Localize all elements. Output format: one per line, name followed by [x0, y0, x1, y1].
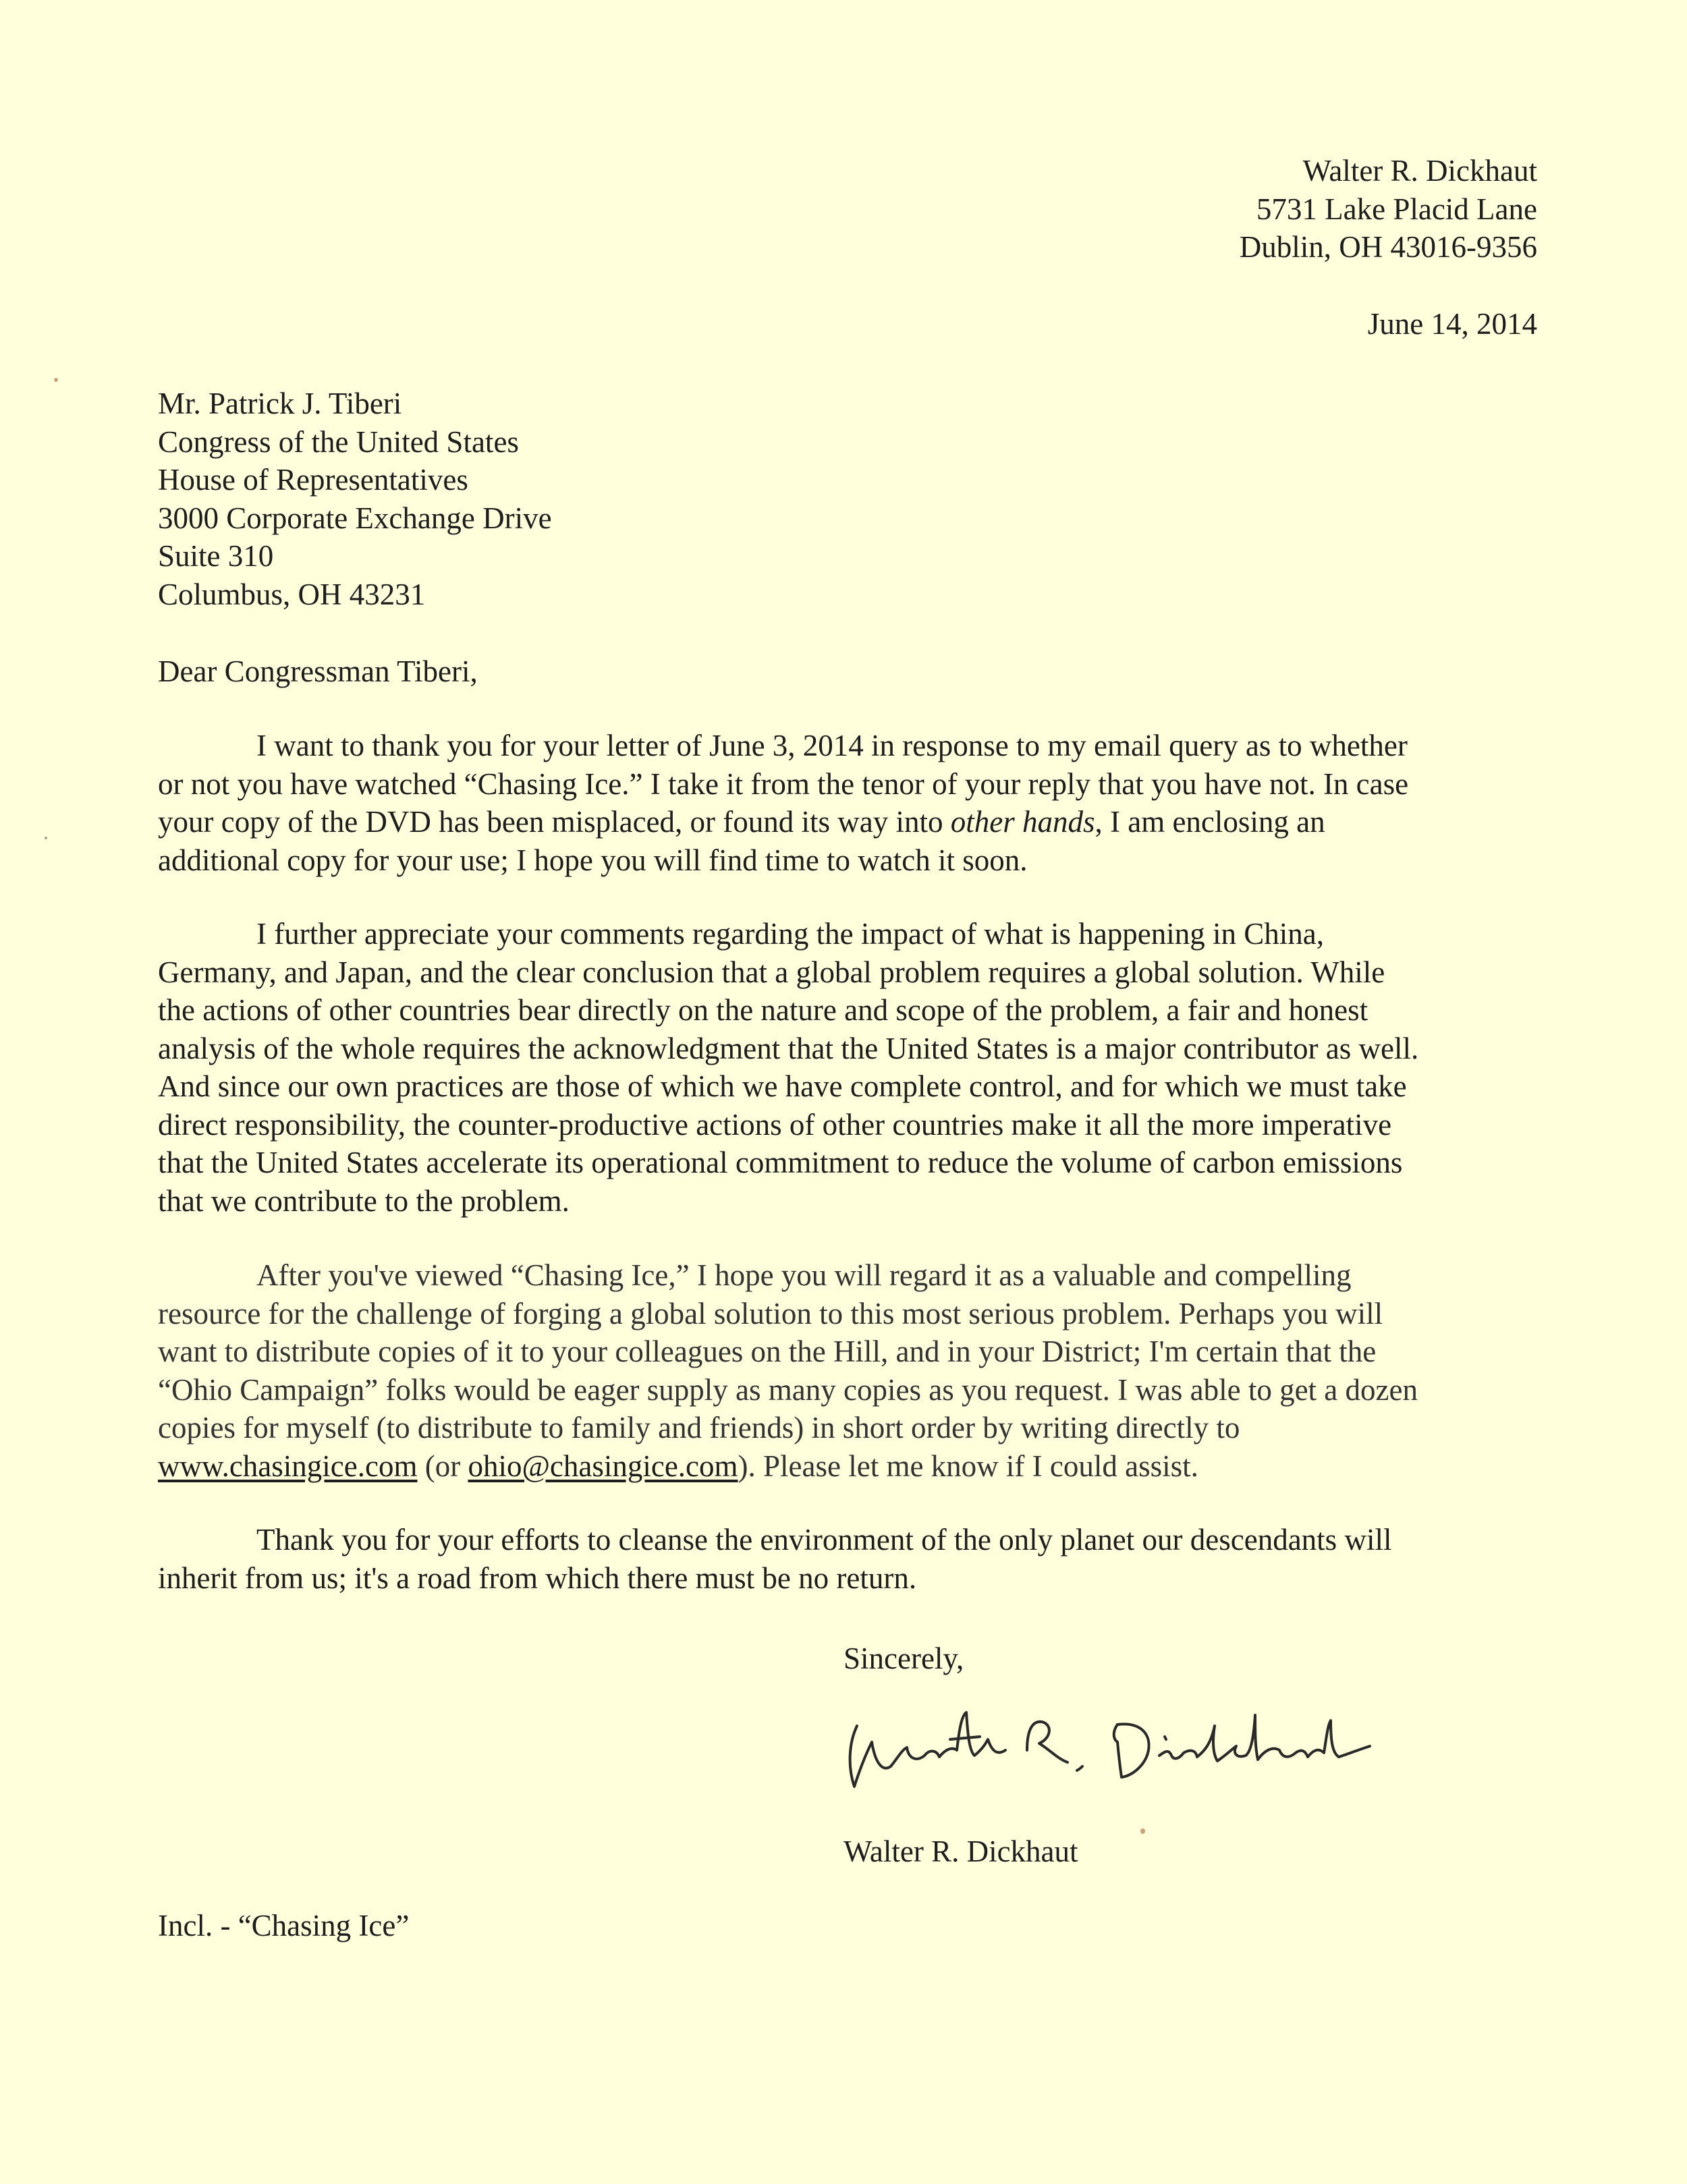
body-paragraph-4	[158, 1521, 1548, 1597]
paragraph-line: Germany, and Japan, and the clear conclusion that a global problem requires a global solution. While	[158, 955, 1385, 989]
handwritten-signature	[837, 1685, 1404, 1800]
typed-name	[844, 1832, 1078, 1871]
paragraph-line: And since our own practices are those of which we have complete control, and for which we must take	[158, 1069, 1407, 1103]
paragraph-line: additional copy for your use; I hope you will find time to watch it soon.	[158, 843, 1028, 877]
body-paragraph-3	[158, 1256, 1548, 1485]
paragraph-line: After you've viewed “Chasing Ice,” I hope you will regard it as a valuable and compelling	[256, 1258, 1352, 1292]
letter-date	[1368, 305, 1537, 343]
paragraph-line: that the United States accelerate its operational commitment to reduce the volume of carbon emissions	[158, 1146, 1403, 1179]
email-link[interactable]: ohio@chasingice.com	[468, 1449, 738, 1483]
emphasis-text: other hands	[950, 805, 1095, 839]
recipient-line-4: Suite 310	[158, 539, 274, 573]
paragraph-line: that we contribute to the problem.	[158, 1183, 570, 1218]
sender-address	[1240, 152, 1537, 267]
salutation	[158, 652, 478, 691]
recipient-line-2: House of Representatives	[158, 463, 468, 497]
closing-text: Sincerely,	[844, 1642, 964, 1675]
recipient-name: Mr. Patrick J. Tiberi	[158, 387, 402, 420]
body-paragraph-2	[158, 915, 1548, 1220]
paragraph-text: (or	[417, 1449, 468, 1483]
paragraph-line: resource for the challenge of forging a global solution to this most serious problem. Perhaps you will	[158, 1296, 1383, 1331]
closing	[844, 1640, 964, 1678]
paper-speck	[45, 837, 47, 839]
paragraph-line: inherit from us; it's a road from which there must be no return.	[158, 1561, 917, 1595]
date-text: June 14, 2014	[1367, 307, 1537, 341]
paragraph-line: analysis of the whole requires the acknowledgment that the United States is a major contributor as well.	[158, 1031, 1419, 1065]
recipient-line-3: 3000 Corporate Exchange Drive	[158, 501, 552, 535]
typed-name-text: Walter R. Dickhaut	[844, 1835, 1078, 1868]
paragraph-line	[158, 803, 1548, 841]
body-paragraph-1	[158, 727, 1548, 879]
website-link[interactable]: www.chasingice.com	[158, 1449, 418, 1483]
sender-name: Walter R. Dickhaut	[1302, 154, 1537, 188]
sender-street: 5731 Lake Placid Lane	[1256, 192, 1537, 226]
enclosure-text: Incl. - “Chasing Ice”	[158, 1909, 410, 1942]
paragraph-line: I further appreciate your comments regarding the impact of what is happening in China,	[256, 917, 1324, 951]
paragraph-line: direct responsibility, the counter-productive actions of other countries make it all the more imperative	[158, 1107, 1392, 1142]
sender-city-state-zip: Dublin, OH 43016-9356	[1239, 230, 1537, 264]
paragraph-text: your copy of the DVD has been misplaced, or found its way into	[158, 805, 951, 839]
recipient-line-1: Congress of the United States	[158, 424, 519, 459]
paragraph-line	[158, 1447, 1548, 1486]
paragraph-text: ). Please let me know if I could assist.	[738, 1449, 1198, 1483]
paragraph-line: the actions of other countries bear directly on the nature and scope of the problem, a fair and honest	[158, 993, 1368, 1027]
paragraph-line: Thank you for your efforts to cleanse the environment of the only planet our descendants will	[256, 1523, 1392, 1557]
recipient-line-5: Columbus, OH 43231	[158, 577, 426, 611]
salutation-text: Dear Congressman Tiberi,	[158, 654, 478, 688]
enclosure-note	[158, 1907, 409, 1945]
paragraph-line: “Ohio Campaign” folks would be eager supply as many copies as you request. I was able to get a dozen	[158, 1372, 1418, 1407]
paragraph-line: or not you have watched “Chasing Ice.” I take it from the tenor of your reply that you have not. In case	[158, 766, 1409, 801]
recipient-address	[158, 385, 552, 613]
paragraph-text: , I am enclosing an	[1095, 805, 1325, 839]
paper-speck	[1140, 1828, 1145, 1834]
paragraph-line: I want to thank you for your letter of June 3, 2014 in response to my email query as to whether	[256, 729, 1408, 762]
paragraph-line: want to distribute copies of it to your colleagues on the Hill, and in your District; I'm certain that the	[158, 1335, 1377, 1368]
paper-speck	[54, 378, 58, 382]
paragraph-line: copies for myself (to distribute to family and friends) in short order by writing directly to	[158, 1411, 1240, 1445]
